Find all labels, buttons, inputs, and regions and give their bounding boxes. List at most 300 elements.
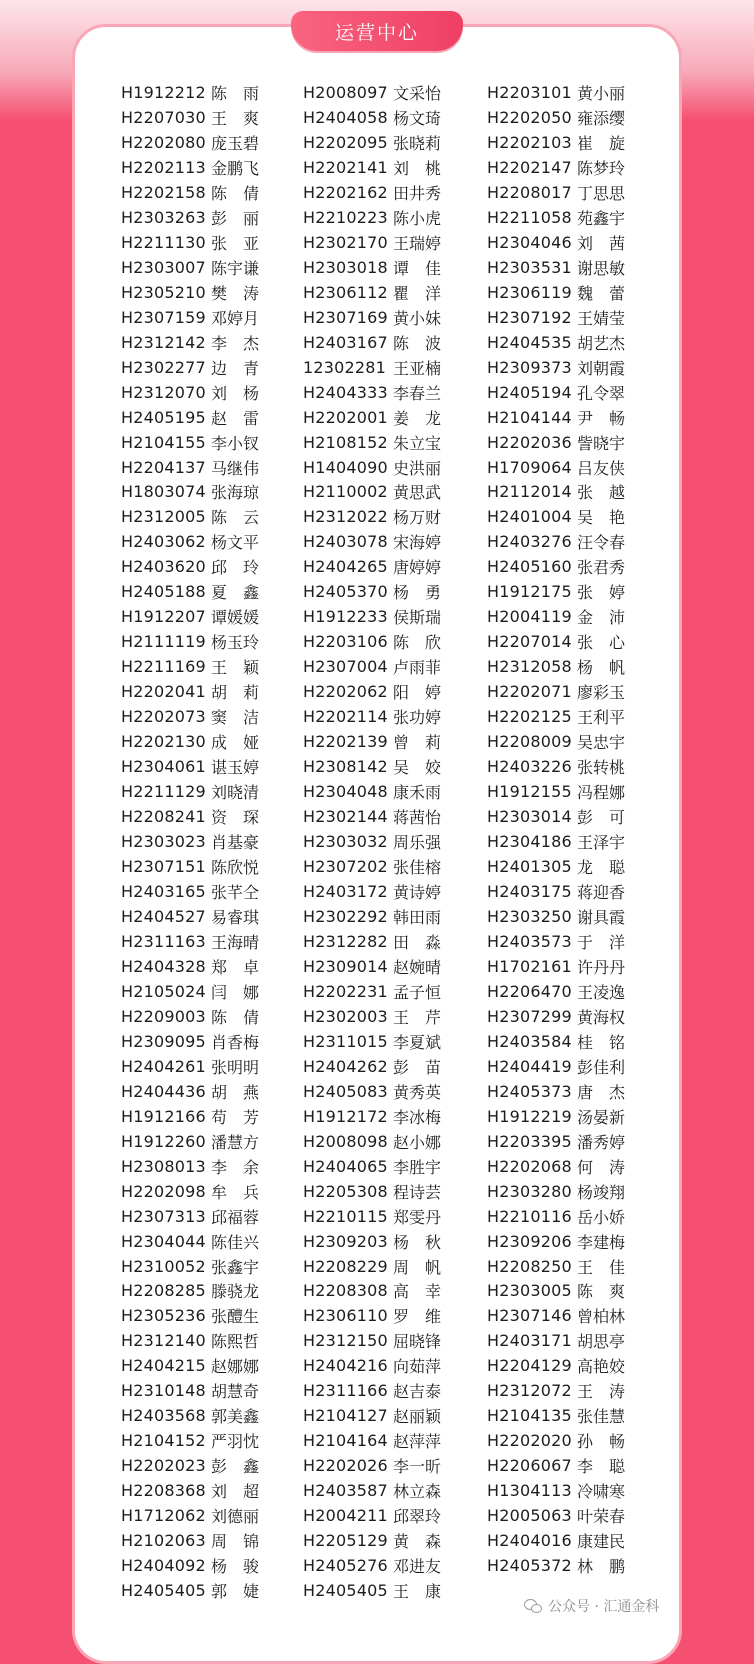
- roster-entry: [487, 355, 637, 380]
- roster-entry: [121, 1353, 303, 1378]
- roster-entry: [487, 305, 637, 330]
- employee-name: 蒋迎香: [577, 882, 626, 902]
- employee-code: H2202068: [487, 1156, 572, 1176]
- employee-name: 冯程娜: [577, 783, 626, 803]
- employee-code: H2312058: [487, 657, 572, 677]
- roster-entry: [303, 80, 487, 105]
- employee-code: H2004119: [487, 607, 572, 627]
- roster-entry: [121, 879, 303, 904]
- employee-name: 刘晓清: [211, 783, 260, 803]
- employee-name: 彭鑫: [211, 1457, 276, 1477]
- roster-entry: [487, 779, 637, 804]
- roster-entry: [121, 430, 303, 455]
- employee-name: 张晓莉: [393, 133, 442, 153]
- employee-name: 王婧莹: [577, 308, 626, 328]
- roster-entry: [121, 355, 303, 380]
- employee-name: 邱翠玲: [393, 1507, 442, 1527]
- employee-code: H2304048: [303, 782, 388, 802]
- employee-code: H2310148: [121, 1381, 206, 1401]
- employee-name: 金鹏飞: [211, 158, 260, 178]
- employee-name: 潘慧方: [211, 1132, 260, 1152]
- employee-code: H2404535: [487, 332, 572, 352]
- roster-entry: [303, 330, 487, 355]
- roster-entry: [303, 604, 487, 629]
- employee-code: H2207014: [487, 632, 572, 652]
- employee-code: H2403078: [303, 532, 388, 552]
- employee-code: H2202050: [487, 107, 572, 127]
- employee-code: H2405405: [121, 1581, 206, 1601]
- watermark: [524, 1596, 659, 1616]
- employee-code: H2207030: [121, 107, 206, 127]
- employee-name: 陈佳兴: [211, 1232, 260, 1252]
- employee-code: H2208017: [487, 182, 572, 202]
- employee-code: H2405373: [487, 1081, 572, 1101]
- employee-name: 胡燕: [211, 1082, 276, 1102]
- employee-code: H2202020: [487, 1431, 572, 1451]
- employee-name: 张婷: [577, 583, 642, 603]
- roster-entry: [303, 754, 487, 779]
- roster-entry: [303, 629, 487, 654]
- roster-entry: [121, 804, 303, 829]
- roster-entry: [121, 130, 303, 155]
- roster-entry: [487, 954, 637, 979]
- employee-name: 田淼: [393, 932, 458, 952]
- employee-code: H2405405: [303, 1581, 388, 1601]
- employee-name: 胡莉: [211, 683, 276, 703]
- employee-code: H2206470: [487, 981, 572, 1001]
- employee-name: 史洪丽: [393, 458, 442, 478]
- employee-name: 唐杰: [577, 1082, 642, 1102]
- employee-name: 陈小虎: [393, 208, 442, 228]
- employee-code: H2403171: [487, 1331, 572, 1351]
- roster-entry: [487, 280, 642, 305]
- employee-name: 曾柏林: [577, 1307, 626, 1327]
- roster-entry: [121, 829, 303, 854]
- roster-entry: [121, 854, 303, 879]
- roster-entry: [303, 1154, 487, 1179]
- employee-code: H2403175: [487, 881, 572, 901]
- employee-name: 肖香梅: [211, 1032, 260, 1052]
- employee-name: 牟兵: [211, 1182, 276, 1202]
- employee-code: H2202071: [487, 682, 572, 702]
- employee-code: H2307313: [121, 1206, 206, 1226]
- employee-name: 邓婷月: [211, 308, 260, 328]
- roster-entry: [303, 305, 487, 330]
- employee-name: 侯斯瑞: [393, 608, 442, 628]
- employee-code: H2208250: [487, 1256, 572, 1276]
- employee-name: 林立森: [393, 1482, 442, 1502]
- employee-code: H2303023: [121, 832, 206, 852]
- roster-entry: [121, 455, 303, 480]
- employee-code: H2202125: [487, 707, 572, 727]
- roster-entry: [121, 1478, 303, 1503]
- employee-code: H2307146: [487, 1306, 572, 1326]
- roster-entry: [487, 979, 637, 1004]
- employee-code: H2302170: [303, 232, 388, 252]
- employee-name: 魏蕾: [577, 283, 642, 303]
- roster-entry: [487, 1478, 637, 1503]
- roster-entry: [121, 1104, 303, 1129]
- employee-name: 冷啸寒: [577, 1482, 626, 1502]
- roster-entry: [487, 804, 642, 829]
- employee-name: 康禾雨: [393, 783, 442, 803]
- roster-entry: [121, 1503, 303, 1528]
- roster-entry: [487, 130, 642, 155]
- employee-code: H1912155: [487, 782, 572, 802]
- roster-entry: [487, 1403, 637, 1428]
- roster-entry: [121, 1279, 303, 1304]
- roster-entry: [121, 1129, 303, 1154]
- employee-name: 彭可: [577, 808, 642, 828]
- roster-entry: [121, 1453, 303, 1478]
- employee-code: H2104155: [121, 432, 206, 452]
- roster-entry: [487, 754, 637, 779]
- roster-entry: [487, 904, 637, 929]
- employee-code: H2312070: [121, 382, 206, 402]
- employee-code: H2309095: [121, 1031, 206, 1051]
- employee-name: 高幸: [393, 1282, 458, 1302]
- employee-name: 陈熙哲: [211, 1332, 260, 1352]
- roster-entry: [303, 1478, 487, 1503]
- employee-code: H2110002: [303, 482, 388, 502]
- employee-name: 王海晴: [211, 932, 260, 952]
- roster-entry: [303, 1229, 487, 1254]
- employee-code: H2305236: [121, 1306, 206, 1326]
- employee-code: H2404333: [303, 382, 388, 402]
- employee-name: 庞玉碧: [211, 133, 260, 153]
- roster-entry: [303, 1004, 487, 1029]
- employee-name: 杨万财: [393, 508, 442, 528]
- roster-entry: [121, 1204, 303, 1229]
- employee-code: H2308013: [121, 1156, 206, 1176]
- employee-code: H2303018: [303, 257, 388, 277]
- roster-entry: [121, 754, 303, 779]
- employee-name: 瞿洋: [393, 283, 458, 303]
- employee-code: H2202023: [121, 1456, 206, 1476]
- employee-name: 汪令春: [577, 533, 626, 553]
- employee-code: H2307299: [487, 1006, 572, 1026]
- employee-code: H2202026: [303, 1456, 388, 1476]
- employee-code: H2205308: [303, 1181, 388, 1201]
- roster-entry: [303, 1279, 487, 1304]
- roster-entry: [303, 1528, 487, 1553]
- employee-code: H2202139: [303, 732, 388, 752]
- roster-entry: [487, 1004, 637, 1029]
- employee-name: 吴忠宇: [577, 733, 626, 753]
- employee-name: 向茹萍: [393, 1357, 442, 1377]
- roster-entry: [487, 1279, 642, 1304]
- employee-code: H2202036: [487, 432, 572, 452]
- employee-name: 苟芳: [211, 1107, 276, 1127]
- roster-entry: [487, 854, 642, 879]
- employee-code: H2403276: [487, 532, 572, 552]
- employee-code: H2303531: [487, 257, 572, 277]
- employee-name: 郑卓: [211, 957, 276, 977]
- employee-name: 闫娜: [211, 982, 276, 1002]
- employee-code: H2401305: [487, 857, 572, 877]
- roster-entry: [121, 1403, 303, 1428]
- roster-entry: [487, 1303, 637, 1328]
- roster-entry: [487, 255, 637, 280]
- roster-entry: [487, 829, 637, 854]
- employee-name: 张海琼: [211, 483, 260, 503]
- employee-code: H2403226: [487, 757, 572, 777]
- employee-code: H1912172: [303, 1106, 388, 1126]
- roster-entry: [487, 80, 637, 105]
- employee-code: H1912260: [121, 1131, 206, 1151]
- employee-code: H2211169: [121, 657, 206, 677]
- employee-name: 杨竣翔: [577, 1182, 626, 1202]
- employee-code: H2202141: [303, 157, 388, 177]
- employee-code: H2104152: [121, 1431, 206, 1451]
- employee-name: 肖基豪: [211, 833, 260, 853]
- employee-code: H2202114: [303, 707, 388, 727]
- employee-name: 张醴生: [211, 1307, 260, 1327]
- employee-code: H2303280: [487, 1181, 572, 1201]
- employee-name: 田井秀: [393, 183, 442, 203]
- roster-entry: [487, 155, 637, 180]
- roster-entry: [303, 929, 487, 954]
- employee-code: H2203101: [487, 82, 572, 102]
- roster-entry: [121, 904, 303, 929]
- employee-code: H2112014: [487, 482, 572, 502]
- roster-entry: [303, 455, 487, 480]
- employee-name: 杨勇: [393, 583, 458, 603]
- roster-entry: [487, 1104, 637, 1129]
- roster-entry: [487, 1254, 642, 1279]
- employee-name: 黄诗婷: [393, 882, 442, 902]
- roster-entry: [303, 1079, 487, 1104]
- employee-code: H2111119: [121, 632, 206, 652]
- employee-code: H2307202: [303, 857, 388, 877]
- employee-name: 桂铭: [577, 1032, 642, 1052]
- employee-code: H2405194: [487, 382, 572, 402]
- employee-code: H2202158: [121, 182, 206, 202]
- employee-code: H2311015: [303, 1031, 388, 1051]
- employee-name: 胡慧奇: [211, 1382, 260, 1402]
- roster-entry: [121, 180, 303, 205]
- employee-code: H2304046: [487, 232, 572, 252]
- employee-name: 林鹏: [577, 1557, 642, 1577]
- roster-entry: [303, 1104, 487, 1129]
- employee-name: 王泽宇: [577, 833, 626, 853]
- employee-code: H2307159: [121, 307, 206, 327]
- employee-code: H2303032: [303, 832, 388, 852]
- employee-name: 彭苗: [393, 1057, 458, 1077]
- employee-name: 蒋茜怡: [393, 808, 442, 828]
- employee-name: 易睿琪: [211, 907, 260, 927]
- roster-entry: [121, 504, 303, 529]
- employee-name: 潘秀婷: [577, 1132, 626, 1152]
- roster-entry: [121, 1553, 303, 1578]
- employee-code: H2401004: [487, 507, 572, 527]
- employee-code: H2312140: [121, 1331, 206, 1351]
- watermark-text: 公众号 · 汇通金科: [548, 1599, 660, 1615]
- employee-name: 金沛: [577, 608, 642, 628]
- roster-entry: [303, 679, 487, 704]
- employee-code: H2306110: [303, 1306, 388, 1326]
- roster-entry: [303, 205, 487, 230]
- employee-name: 李夏斌: [393, 1032, 442, 1052]
- roster-entry: [121, 779, 303, 804]
- employee-name: 张转桃: [577, 758, 626, 778]
- roster-entry: [303, 704, 487, 729]
- roster-entry: [303, 904, 487, 929]
- roster-entry: [487, 1029, 642, 1054]
- employee-name: 资琛: [211, 808, 276, 828]
- employee-code: H2405276: [303, 1556, 388, 1576]
- employee-name: 张君秀: [577, 558, 626, 578]
- roster-entry: [303, 779, 487, 804]
- employee-name: 胡艺杰: [577, 333, 626, 353]
- employee-name: 谢思敏: [577, 258, 626, 278]
- roster-entry: [121, 604, 303, 629]
- employee-code: H2404058: [303, 107, 388, 127]
- roster-entry: [303, 1428, 487, 1453]
- employee-name: 李杰: [211, 333, 276, 353]
- roster-entry: [487, 1154, 642, 1179]
- employee-name: 张心: [577, 633, 642, 653]
- employee-code: H2202113: [121, 157, 206, 177]
- employee-name: 王颖: [211, 658, 276, 678]
- employee-name: 杨骏: [211, 1557, 276, 1577]
- roster-grid: [121, 80, 641, 1603]
- employee-code: H2307004: [303, 657, 388, 677]
- roster-entry: [121, 305, 303, 330]
- roster-entry: [303, 1403, 487, 1428]
- employee-name: 何涛: [577, 1157, 642, 1177]
- roster-entry: [121, 929, 303, 954]
- roster-entry: [487, 380, 637, 405]
- roster-entry: [487, 1079, 642, 1104]
- roster-entry: [487, 430, 637, 455]
- employee-name: 谢具霞: [577, 907, 626, 927]
- employee-code: H2312022: [303, 507, 388, 527]
- employee-code: H2202231: [303, 981, 388, 1001]
- employee-name: 郭婕: [211, 1582, 276, 1602]
- employee-code: H2211130: [121, 232, 206, 252]
- employee-code: H2303014: [487, 807, 572, 827]
- roster-entry: [121, 280, 303, 305]
- roster-entry: [487, 879, 637, 904]
- employee-name: 黄秀英: [393, 1082, 442, 1102]
- employee-code: H2403620: [121, 557, 206, 577]
- employee-code: H2312282: [303, 931, 388, 951]
- employee-name: 吴艳: [577, 508, 642, 528]
- employee-code: H2005063: [487, 1506, 572, 1526]
- employee-code: H2312142: [121, 332, 206, 352]
- employee-name: 马继伟: [211, 458, 260, 478]
- employee-name: 李余: [211, 1157, 276, 1177]
- employee-name: 赵婉晴: [393, 957, 442, 977]
- roster-entry: [487, 1328, 637, 1353]
- employee-code: H2008097: [303, 82, 388, 102]
- roster-entry: [121, 380, 303, 405]
- employee-code: H2008098: [303, 1131, 388, 1151]
- employee-code: H2302003: [303, 1006, 388, 1026]
- employee-code: H2405370: [303, 582, 388, 602]
- employee-name: 程诗芸: [393, 1182, 442, 1202]
- employee-name: 王利平: [577, 708, 626, 728]
- roster-entry: [121, 255, 303, 280]
- employee-name: 阳婷: [393, 683, 458, 703]
- employee-code: H2208308: [303, 1281, 388, 1301]
- employee-code: H1912207: [121, 607, 206, 627]
- employee-name: 滕骁龙: [211, 1282, 260, 1302]
- roster-entry: [303, 954, 487, 979]
- employee-name: 孟子恒: [393, 982, 442, 1002]
- roster-entry: [303, 854, 487, 879]
- employee-code: H2308142: [303, 757, 388, 777]
- employee-code: H2203395: [487, 1131, 572, 1151]
- employee-name: 李胜宇: [393, 1157, 442, 1177]
- employee-code: H2202130: [121, 732, 206, 752]
- employee-name: 叶荣春: [577, 1507, 626, 1527]
- roster-entry: [303, 280, 487, 305]
- employee-code: H2204129: [487, 1356, 572, 1376]
- roster-entry: [303, 579, 487, 604]
- employee-code: H2204137: [121, 457, 206, 477]
- employee-code: H2203106: [303, 632, 388, 652]
- employee-name: 夏鑫: [211, 583, 276, 603]
- employee-name: 罗维: [393, 1307, 458, 1327]
- employee-name: 胡思亭: [577, 1332, 626, 1352]
- employee-code: H2403062: [121, 532, 206, 552]
- employee-code: H2403172: [303, 881, 388, 901]
- roster-entry: [121, 979, 303, 1004]
- employee-name: 张芊仝: [211, 882, 260, 902]
- employee-code: H2202080: [121, 132, 206, 152]
- employee-name: 陈宇谦: [211, 258, 260, 278]
- employee-code: H2208241: [121, 807, 206, 827]
- employee-name: 黄思武: [393, 483, 442, 503]
- employee-code: H2202062: [303, 682, 388, 702]
- employee-code: H1912175: [487, 582, 572, 602]
- roster-entry: [303, 230, 487, 255]
- employee-name: 苑鑫宇: [577, 208, 626, 228]
- employee-name: 杨文琦: [393, 108, 442, 128]
- employee-code: H2208229: [303, 1256, 388, 1276]
- roster-entry: [303, 1328, 487, 1353]
- employee-name: 文采怡: [393, 83, 442, 103]
- employee-code: H2307192: [487, 307, 572, 327]
- employee-name: 尹畅: [577, 408, 642, 428]
- roster-entry: [303, 979, 487, 1004]
- employee-name: 黄小妹: [393, 308, 442, 328]
- employee-code: H2202162: [303, 182, 388, 202]
- roster-entry: [487, 604, 642, 629]
- employee-code: H2303263: [121, 207, 206, 227]
- roster-entry: [303, 1503, 487, 1528]
- roster-entry: [303, 1029, 487, 1054]
- roster-entry: [121, 230, 303, 255]
- roster-entry: [303, 1353, 487, 1378]
- roster-entry: [487, 504, 642, 529]
- roster-entry: [303, 355, 487, 380]
- employee-name: 陈爽: [577, 1282, 642, 1302]
- employee-code: H2202147: [487, 157, 572, 177]
- employee-name: 韩田雨: [393, 907, 442, 927]
- employee-name: 王凌逸: [577, 982, 626, 1002]
- employee-code: H2210115: [303, 1206, 388, 1226]
- roster-entry: [121, 554, 303, 579]
- roster-entry: [303, 729, 487, 754]
- roster-entry: [121, 1428, 303, 1453]
- employee-code: H2108152: [303, 432, 388, 452]
- employee-code: H2305210: [121, 282, 206, 302]
- roster-entry: [487, 1179, 637, 1204]
- roster-entry: [121, 1528, 303, 1553]
